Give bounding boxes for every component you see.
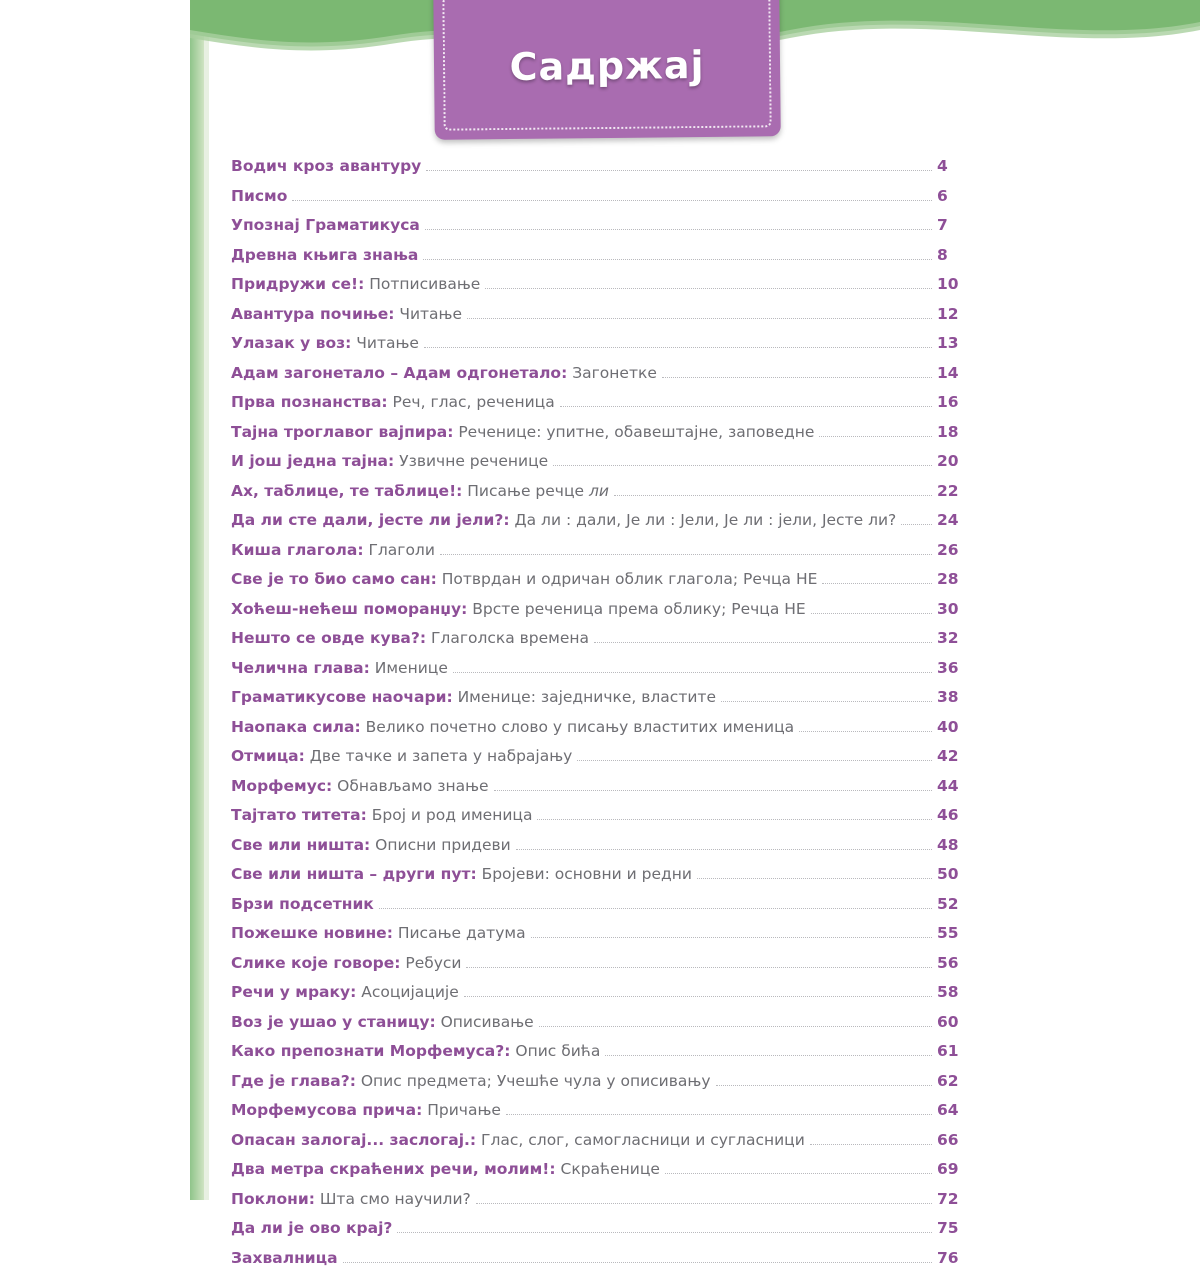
toc-entry-title: Писмо xyxy=(231,187,287,205)
dot-leader xyxy=(577,760,932,761)
toc-entry-page-number: 69 xyxy=(937,1155,971,1185)
dot-leader xyxy=(453,672,932,673)
toc-entry-title: Адам загонетало – Адам одгонетало: xyxy=(231,364,567,382)
toc-entry-title: Где је глава?: xyxy=(231,1072,356,1090)
toc-entry-label xyxy=(231,683,716,713)
toc-entry-title: Ах, таблице, те таблице!: xyxy=(231,482,462,500)
toc-entry-title: Упознај Граматикуса xyxy=(231,216,420,234)
toc-entry-title: Тајна троглавог вајпира: xyxy=(231,423,453,441)
toc-entry-title: Да ли је ово крај? xyxy=(231,1219,392,1237)
toc-entry-title: Речи у мраку: xyxy=(231,983,356,1001)
toc-entry-page-number: 18 xyxy=(937,418,971,448)
toc-entry-subtitle: Асоцијације xyxy=(356,983,458,1001)
toc-entry-label xyxy=(231,300,462,330)
toc-entry[interactable] xyxy=(231,654,971,684)
dot-leader xyxy=(379,908,932,909)
toc-entry-page-number: 50 xyxy=(937,860,971,890)
toc-entry-page-number: 72 xyxy=(937,1185,971,1215)
toc-entry[interactable] xyxy=(231,890,971,920)
toc-entry-label xyxy=(231,211,420,241)
toc-entry-page-number: 52 xyxy=(937,890,971,920)
toc-entry-page-number: 6 xyxy=(937,182,971,212)
toc-entry-subtitle: Причање xyxy=(422,1101,501,1119)
toc-entry-label xyxy=(231,1185,471,1215)
toc-entry-title: Морфемус: xyxy=(231,777,332,795)
toc-entry-title: Захвалница xyxy=(231,1249,338,1267)
toc-entry-title: Хоћеш-нећеш поморанџу: xyxy=(231,600,467,618)
toc-entry[interactable] xyxy=(231,683,971,713)
dot-leader xyxy=(343,1262,932,1263)
toc-entry-title: И још једна тајна: xyxy=(231,452,394,470)
dot-leader xyxy=(594,642,932,643)
toc-entry-page-number: 12 xyxy=(937,300,971,330)
toc-entry-title: Киша глагола: xyxy=(231,541,364,559)
toc-entry-page-number: 64 xyxy=(937,1096,971,1126)
toc-entry-page-number: 4 xyxy=(937,152,971,182)
toc-entry-subtitle: Глас, слог, самогласници и сугласници xyxy=(476,1131,805,1149)
toc-entry-page-number: 75 xyxy=(937,1214,971,1244)
dot-leader xyxy=(506,1114,932,1115)
toc-entry-page-number: 66 xyxy=(937,1126,971,1156)
toc-entry[interactable] xyxy=(231,860,971,890)
toc-entry-subtitle: Именице xyxy=(370,659,448,677)
dot-leader xyxy=(697,878,932,879)
toc-entry[interactable] xyxy=(231,919,971,949)
dot-leader xyxy=(466,967,932,968)
toc-entry[interactable] xyxy=(231,1214,971,1244)
toc-entry-subtitle: Читање xyxy=(351,334,419,352)
dot-leader xyxy=(476,1203,932,1204)
toc-entry[interactable] xyxy=(231,624,971,654)
toc-entry-page-number: 16 xyxy=(937,388,971,418)
toc-entry-label xyxy=(231,152,421,182)
dot-leader xyxy=(539,1026,932,1027)
toc-entry-label xyxy=(231,654,448,684)
toc-entry-title: Авантура почиње: xyxy=(231,305,394,323)
toc-entry-title: Придружи се!: xyxy=(231,275,364,293)
toc-entry-subtitle: Велико почетно слово у писању властитих именица xyxy=(361,718,794,736)
toc-entry-page-number: 46 xyxy=(937,801,971,831)
toc-entry-subtitle: Глаголска времена xyxy=(426,629,589,647)
toc-entry[interactable] xyxy=(231,801,971,831)
dot-leader xyxy=(901,524,932,525)
toc-entry-title: Да ли сте дали, јесте ли јели?: xyxy=(231,511,510,529)
toc-entry-label xyxy=(231,1126,805,1156)
toc-entry-subtitle: Врсте реченица према облику; Речца НЕ xyxy=(467,600,805,618)
left-green-strip xyxy=(190,0,204,1200)
toc-entry-subtitle: Читање xyxy=(394,305,462,323)
toc-entry-subtitle: Опис предмета; Учешће чула у описивању xyxy=(356,1072,711,1090)
toc-entry[interactable] xyxy=(231,1126,971,1156)
toc-entry[interactable] xyxy=(231,536,971,566)
toc-entry-page-number: 8 xyxy=(937,241,971,271)
toc-entry-title: Опасан залогај... заслогај.: xyxy=(231,1131,476,1149)
toc-entry-label xyxy=(231,1008,534,1038)
toc-entry-title: Древна књига знања xyxy=(231,246,418,264)
toc-entry[interactable] xyxy=(231,1008,971,1038)
toc-entry-page-number: 60 xyxy=(937,1008,971,1038)
toc-entry-label xyxy=(231,1155,660,1185)
toc-entry-label xyxy=(231,418,814,448)
toc-entry[interactable] xyxy=(231,329,971,359)
page-title: Садржај xyxy=(434,42,780,90)
toc-entry-page-number: 22 xyxy=(937,477,971,507)
toc-entry-label xyxy=(231,801,532,831)
toc-entry[interactable] xyxy=(231,359,971,389)
toc-entry-title: Како препознати Морфемуса?: xyxy=(231,1042,510,1060)
toc-entry-page-number: 38 xyxy=(937,683,971,713)
toc-entry-label xyxy=(231,1096,501,1126)
toc-entry-label xyxy=(231,565,817,595)
toc-entry-title: Прва познанства: xyxy=(231,393,388,411)
toc-entry-label xyxy=(231,270,480,300)
toc-entry-title: Нешто се овде кува?: xyxy=(231,629,426,647)
toc-entry-subtitle: Писање речце xyxy=(462,482,589,500)
toc-entry-label xyxy=(231,329,419,359)
toc-entry[interactable] xyxy=(231,1244,971,1273)
toc-entry[interactable] xyxy=(231,447,971,477)
toc-entry-page-number: 55 xyxy=(937,919,971,949)
toc-entry[interactable] xyxy=(231,742,971,772)
toc-entry[interactable] xyxy=(231,713,971,743)
toc-entry-page-number: 62 xyxy=(937,1067,971,1097)
toc-entry-title: Морфемусова прича: xyxy=(231,1101,422,1119)
toc-entry-label xyxy=(231,1214,392,1244)
dot-leader xyxy=(425,229,932,230)
dot-leader xyxy=(721,701,932,702)
toc-entry-page-number: 13 xyxy=(937,329,971,359)
toc-entry-label xyxy=(231,713,794,743)
toc-entry-subtitle: Да ли : дали, Је ли : Јели, Је ли : јели, Јесте ли? xyxy=(510,511,897,529)
toc-entry-title: Водич кроз авантуру xyxy=(231,157,421,175)
toc-entry-page-number: 10 xyxy=(937,270,971,300)
toc-entry-label xyxy=(231,536,435,566)
toc-entry-subtitle: Две тачке и запета у набрајању xyxy=(305,747,572,765)
toc-entry[interactable] xyxy=(231,1185,971,1215)
toc-entry[interactable] xyxy=(231,152,971,182)
toc-entry-subtitle: Шта смо научили? xyxy=(315,1190,471,1208)
toc-entry-page-number: 36 xyxy=(937,654,971,684)
dot-leader xyxy=(799,731,932,732)
toc-entry-title: Све или ништа – други пут: xyxy=(231,865,477,883)
toc-entry-page-number: 26 xyxy=(937,536,971,566)
dot-leader xyxy=(467,318,932,319)
toc-entry-label xyxy=(231,742,572,772)
toc-entry[interactable] xyxy=(231,565,971,595)
toc-entry-label xyxy=(231,919,526,949)
toc-entry[interactable] xyxy=(231,241,971,271)
toc-entry-page-number: 42 xyxy=(937,742,971,772)
toc-entry-title: Слике које говоре: xyxy=(231,954,400,972)
toc-entry[interactable] xyxy=(231,477,971,507)
dot-leader xyxy=(423,259,932,260)
dot-leader xyxy=(464,996,932,997)
toc-entry-title: Тајтато титета: xyxy=(231,806,367,824)
dot-leader xyxy=(553,465,932,466)
toc-entry-subtitle: Глаголи xyxy=(364,541,435,559)
dot-leader xyxy=(665,1173,932,1174)
toc-entry[interactable] xyxy=(231,595,971,625)
toc-entry-title: Поклони: xyxy=(231,1190,315,1208)
toc-entry-subtitle: Описивање xyxy=(436,1013,534,1031)
toc-entry-title: Све или ништа: xyxy=(231,836,370,854)
toc-entry-title: Све је то био само сан: xyxy=(231,570,437,588)
toc-entry[interactable] xyxy=(231,270,971,300)
dot-leader xyxy=(810,1144,932,1145)
dot-leader xyxy=(494,790,932,791)
toc-entry-subtitle: Именице: заједничке, властите xyxy=(453,688,716,706)
toc-entry[interactable] xyxy=(231,1037,971,1067)
toc-entry-label xyxy=(231,447,548,477)
dot-leader xyxy=(426,170,932,171)
toc-entry[interactable] xyxy=(231,506,971,536)
toc-entry-title: Граматикусове наочари: xyxy=(231,688,453,706)
toc-entry[interactable] xyxy=(231,388,971,418)
toc-entry-title: Воз је ушао у станицу: xyxy=(231,1013,436,1031)
toc-entry[interactable] xyxy=(231,978,971,1008)
dot-leader xyxy=(292,200,932,201)
toc-entry-title: Челична глава: xyxy=(231,659,370,677)
toc-entry[interactable] xyxy=(231,182,971,212)
toc-entry-page-number: 76 xyxy=(937,1244,971,1273)
toc-entry-subtitle: Бројеви: основни и редни xyxy=(477,865,692,883)
toc-entry-label xyxy=(231,477,609,507)
toc-entry-subtitle: Реч, глас, реченица xyxy=(388,393,555,411)
toc-entry-page-number: 28 xyxy=(937,565,971,595)
dot-leader xyxy=(614,495,932,496)
toc-entry-title: Наопака сила: xyxy=(231,718,361,736)
toc-entry[interactable] xyxy=(231,949,971,979)
toc-entry-subtitle: Реченице: упитне, обавештајне, заповедне xyxy=(453,423,814,441)
toc-entry-label xyxy=(231,624,589,654)
toc-entry-page-number: 24 xyxy=(937,506,971,536)
toc-entry-subtitle: Потписивање xyxy=(364,275,480,293)
dot-leader xyxy=(560,406,932,407)
toc-entry-subtitle: Узвичне реченице xyxy=(394,452,548,470)
dot-leader xyxy=(440,554,932,555)
toc-entry-title: Отмица: xyxy=(231,747,305,765)
dot-leader xyxy=(485,288,932,289)
toc-entry-label xyxy=(231,1037,600,1067)
toc-entry-label xyxy=(231,241,418,271)
dot-leader xyxy=(424,347,932,348)
toc-entry-label xyxy=(231,1067,711,1097)
toc-entry[interactable] xyxy=(231,211,971,241)
toc-entry-subtitle: Описни придеви xyxy=(370,836,511,854)
toc-entry-label xyxy=(231,890,374,920)
toc-entry-label xyxy=(231,978,459,1008)
toc-entry-subtitle: Број и род именица xyxy=(367,806,533,824)
toc-entry-page-number: 30 xyxy=(937,595,971,625)
toc-entry-emphasis: ли xyxy=(589,482,609,500)
dot-leader xyxy=(716,1085,933,1086)
toc-entry-label xyxy=(231,949,461,979)
toc-entry-title: Пожешке новине: xyxy=(231,924,393,942)
toc-entry-page-number: 32 xyxy=(937,624,971,654)
contents-title-plaque xyxy=(433,0,781,140)
toc-entry-subtitle: Ребуси xyxy=(400,954,461,972)
table-of-contents xyxy=(231,152,971,1273)
dot-leader xyxy=(537,819,932,820)
toc-entry[interactable] xyxy=(231,1155,971,1185)
toc-entry[interactable] xyxy=(231,1067,971,1097)
toc-entry-label xyxy=(231,506,896,536)
toc-entry-subtitle: Опис бића xyxy=(510,1042,600,1060)
dot-leader xyxy=(605,1055,932,1056)
toc-entry-page-number: 20 xyxy=(937,447,971,477)
toc-entry-label xyxy=(231,388,555,418)
toc-entry-label xyxy=(231,359,657,389)
dot-leader xyxy=(516,849,932,850)
toc-entry-title: Два метра скраћених речи, молим!: xyxy=(231,1160,556,1178)
left-green-strip-inner xyxy=(204,0,209,1200)
toc-entry-page-number: 14 xyxy=(937,359,971,389)
dot-leader xyxy=(811,613,932,614)
toc-entry-page-number: 44 xyxy=(937,772,971,802)
toc-entry[interactable] xyxy=(231,772,971,802)
toc-entry[interactable] xyxy=(231,418,971,448)
toc-entry[interactable] xyxy=(231,1096,971,1126)
toc-entry-title: Улазак у воз: xyxy=(231,334,351,352)
toc-entry-page-number: 61 xyxy=(937,1037,971,1067)
toc-entry-subtitle: Писање датума xyxy=(393,924,526,942)
toc-entry-subtitle: Загонетке xyxy=(567,364,657,382)
toc-entry-page-number: 40 xyxy=(937,713,971,743)
toc-entry-label xyxy=(231,831,511,861)
dot-leader xyxy=(822,583,932,584)
toc-entry[interactable] xyxy=(231,831,971,861)
dot-leader xyxy=(819,436,932,437)
toc-entry-label xyxy=(231,595,806,625)
toc-entry-page-number: 56 xyxy=(937,949,971,979)
toc-entry-page-number: 58 xyxy=(937,978,971,1008)
dot-leader xyxy=(397,1232,932,1233)
dot-leader xyxy=(531,937,932,938)
toc-entry-subtitle: Потврдан и одричан облик глагола; Речца НЕ xyxy=(437,570,818,588)
toc-entry-label xyxy=(231,860,692,890)
toc-entry-label xyxy=(231,182,287,212)
toc-entry-subtitle: Обнављамо знање xyxy=(332,777,488,795)
toc-entry-label xyxy=(231,772,489,802)
toc-entry-label xyxy=(231,1244,338,1273)
toc-entry[interactable] xyxy=(231,300,971,330)
toc-entry-title: Брзи подсетник xyxy=(231,895,374,913)
toc-entry-subtitle: Скраћенице xyxy=(556,1160,660,1178)
toc-entry-page-number: 7 xyxy=(937,211,971,241)
toc-entry-page-number: 48 xyxy=(937,831,971,861)
dot-leader xyxy=(662,377,932,378)
